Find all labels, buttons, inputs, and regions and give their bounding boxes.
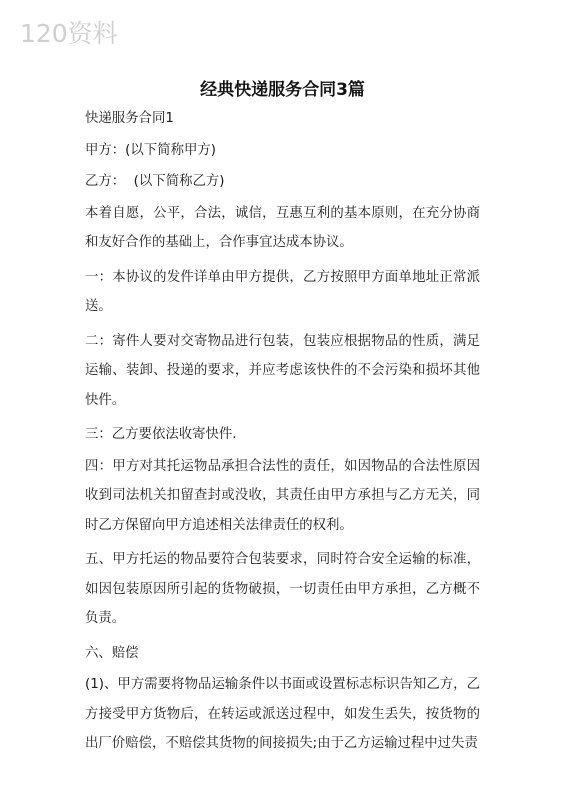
party-a-line: 甲方：(以下简称甲方)	[85, 142, 216, 158]
watermark: 120资料	[20, 19, 118, 48]
clause-6-item-1: (1)、甲方需要将物品运输条件以书面或设置标志标识告知乙方，乙方接受甲方货物后，在转运或派送过程中，如发生丢失，按货物的出厂价赔偿，不赔偿其货物的间接损失;由于乙方运输过程中过失责	[85, 677, 480, 751]
clause-5: 五、甲方托运的物品要符合包装要求，同时符合安全运输的标准，如因包装原因所引起的货物破损，一切责任由甲方承担，乙方概不负责。	[85, 552, 480, 626]
clause-4: 四：甲方对其托运物品承担合法性的责任，如因物品的合法性原因收到司法机关扣留查封或没收，其责任由甲方承担与乙方无关，同时乙方保留向甲方追述相关法律责任的权利。	[85, 458, 480, 533]
clause-3: 三：乙方要依法收寄快件.	[85, 427, 237, 442]
clause-2: 二：寄件人要对交寄物品进行包装，包装应根据物品的性质，满足运输、装卸、投递的要求，并应考虑该快件的不会污染和损坏其他快件。	[85, 333, 480, 408]
preamble-paragraph: 本着自愿，公平，合法，诚信，互惠互利的基本原则，在充分协商和友好合作的基础上，合作事宜达成本协议。	[85, 205, 480, 250]
party-b-line: 乙方： (以下简称乙方)	[85, 174, 225, 189]
document-body	[85, 104, 480, 764]
contract-heading: 快递服务合同1	[85, 111, 174, 126]
clause-6-heading: 六、赔偿	[85, 645, 139, 661]
clause-1: 一：本协议的发件详单由甲方提供，乙方按照甲方面单地址正常派送。	[85, 269, 480, 314]
document-title: 经典快递服务合同3篇	[200, 80, 365, 100]
